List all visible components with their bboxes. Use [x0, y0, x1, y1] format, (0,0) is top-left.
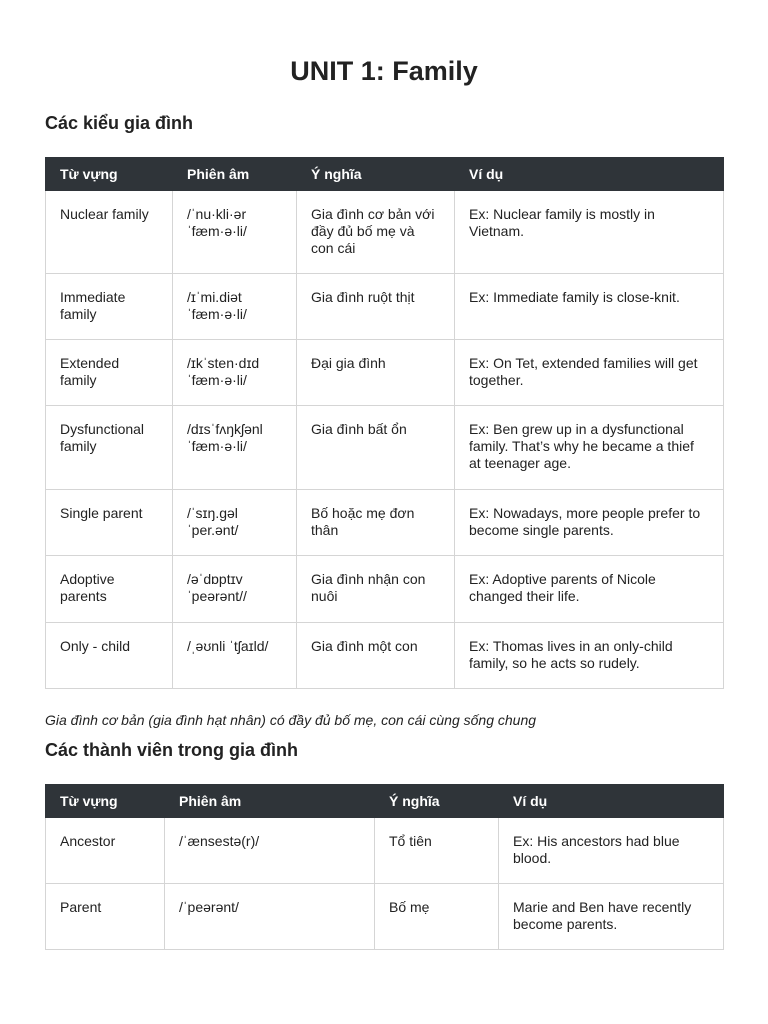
example-cell: Ex: Adoptive parents of Nicole changed their life.	[455, 556, 724, 623]
table-row	[46, 884, 724, 950]
example-cell: Ex: His ancestors had blue blood.	[499, 818, 724, 884]
section-heading-family-members: Các thành viên trong gia đình	[45, 740, 299, 760]
family-note: Gia đình cơ bản (gia đình hạt nhân) có đầy đủ bố mẹ, con cái cùng sống chung	[45, 712, 537, 728]
meaning-cell: Đại gia đình	[297, 340, 455, 406]
pronunciation-cell: /ˈnu·kli·ər ˈfæm·ə·li/	[173, 191, 297, 274]
example-cell: Ex: Ben grew up in a dysfunctional family. That’s why he became a thief at teenager age.	[455, 406, 724, 490]
meaning-cell: Gia đình một con	[297, 623, 455, 689]
table-row	[46, 191, 724, 274]
family-members-table	[45, 784, 724, 950]
example-cell: Marie and Ben have recently become parents.	[499, 884, 724, 950]
meaning-cell: Gia đình cơ bản với đầy đủ bố mẹ và con cái	[297, 191, 455, 274]
pronunciation-cell: /ˈpeərənt/	[165, 884, 375, 950]
vocab-cell: Parent	[46, 884, 165, 950]
pronunciation-cell: /ˈænsestə(r)/	[165, 818, 375, 884]
vocab-cell: Extended family	[46, 340, 173, 406]
table-row	[46, 818, 724, 884]
table-header-row	[46, 158, 724, 191]
column-header-example: Ví dụ	[455, 158, 724, 191]
vocab-cell: Immediate family	[46, 274, 173, 340]
table-header-row	[46, 785, 724, 818]
meaning-cell: Gia đình ruột thịt	[297, 274, 455, 340]
vocab-cell: Nuclear family	[46, 191, 173, 274]
vocab-cell: Adoptive parents	[46, 556, 173, 623]
table-row	[46, 340, 724, 406]
example-cell: Ex: Thomas lives in an only-child family, so he acts so rudely.	[455, 623, 724, 689]
vocab-cell: Only - child	[46, 623, 173, 689]
table-row	[46, 623, 724, 689]
example-cell: Ex: On Tet, extended families will get together.	[455, 340, 724, 406]
page-title: UNIT 1: Family	[290, 56, 478, 86]
meaning-cell: Tổ tiên	[375, 818, 499, 884]
vocab-cell: Dysfunctional family	[46, 406, 173, 490]
pronunciation-cell: /dɪsˈfʌŋkʃənl ˈfæm·ə·li/	[173, 406, 297, 490]
example-cell: Ex: Immediate family is close-knit.	[455, 274, 724, 340]
example-cell: Ex: Nuclear family is mostly in Vietnam.	[455, 191, 724, 274]
vocab-cell: Single parent	[46, 490, 173, 556]
pronunciation-cell: /ɪˈmi.diət ˈfæm·ə·li/	[173, 274, 297, 340]
meaning-cell: Gia đình nhận con nuôi	[297, 556, 455, 623]
table-row	[46, 274, 724, 340]
column-header-vocab: Từ vựng	[46, 785, 165, 818]
column-header-example: Ví dụ	[499, 785, 724, 818]
pronunciation-cell: /əˈdɒptɪv ˈpeərənt//	[173, 556, 297, 623]
family-types-table	[45, 157, 724, 689]
column-header-vocab: Từ vựng	[46, 158, 173, 191]
table-row	[46, 406, 724, 490]
column-header-pronunciation: Phiên âm	[165, 785, 375, 818]
column-header-meaning: Ý nghĩa	[297, 158, 455, 191]
table-row	[46, 556, 724, 623]
section-heading-family-types: Các kiểu gia đình	[45, 113, 194, 133]
pronunciation-cell: /ˌəʊnli ˈtʃaɪld/	[173, 623, 297, 689]
meaning-cell: Bố hoặc mẹ đơn thân	[297, 490, 455, 556]
table-row	[46, 490, 724, 556]
vocab-cell: Ancestor	[46, 818, 165, 884]
meaning-cell: Bố mẹ	[375, 884, 499, 950]
column-header-pronunciation: Phiên âm	[173, 158, 297, 191]
example-cell: Ex: Nowadays, more people prefer to become single parents.	[455, 490, 724, 556]
meaning-cell: Gia đình bất ổn	[297, 406, 455, 490]
pronunciation-cell: /ɪkˈsten·dɪd ˈfæm·ə·li/	[173, 340, 297, 406]
pronunciation-cell: /ˈsɪŋ.ɡəl ˈper.ənt/	[173, 490, 297, 556]
column-header-meaning: Ý nghĩa	[375, 785, 499, 818]
